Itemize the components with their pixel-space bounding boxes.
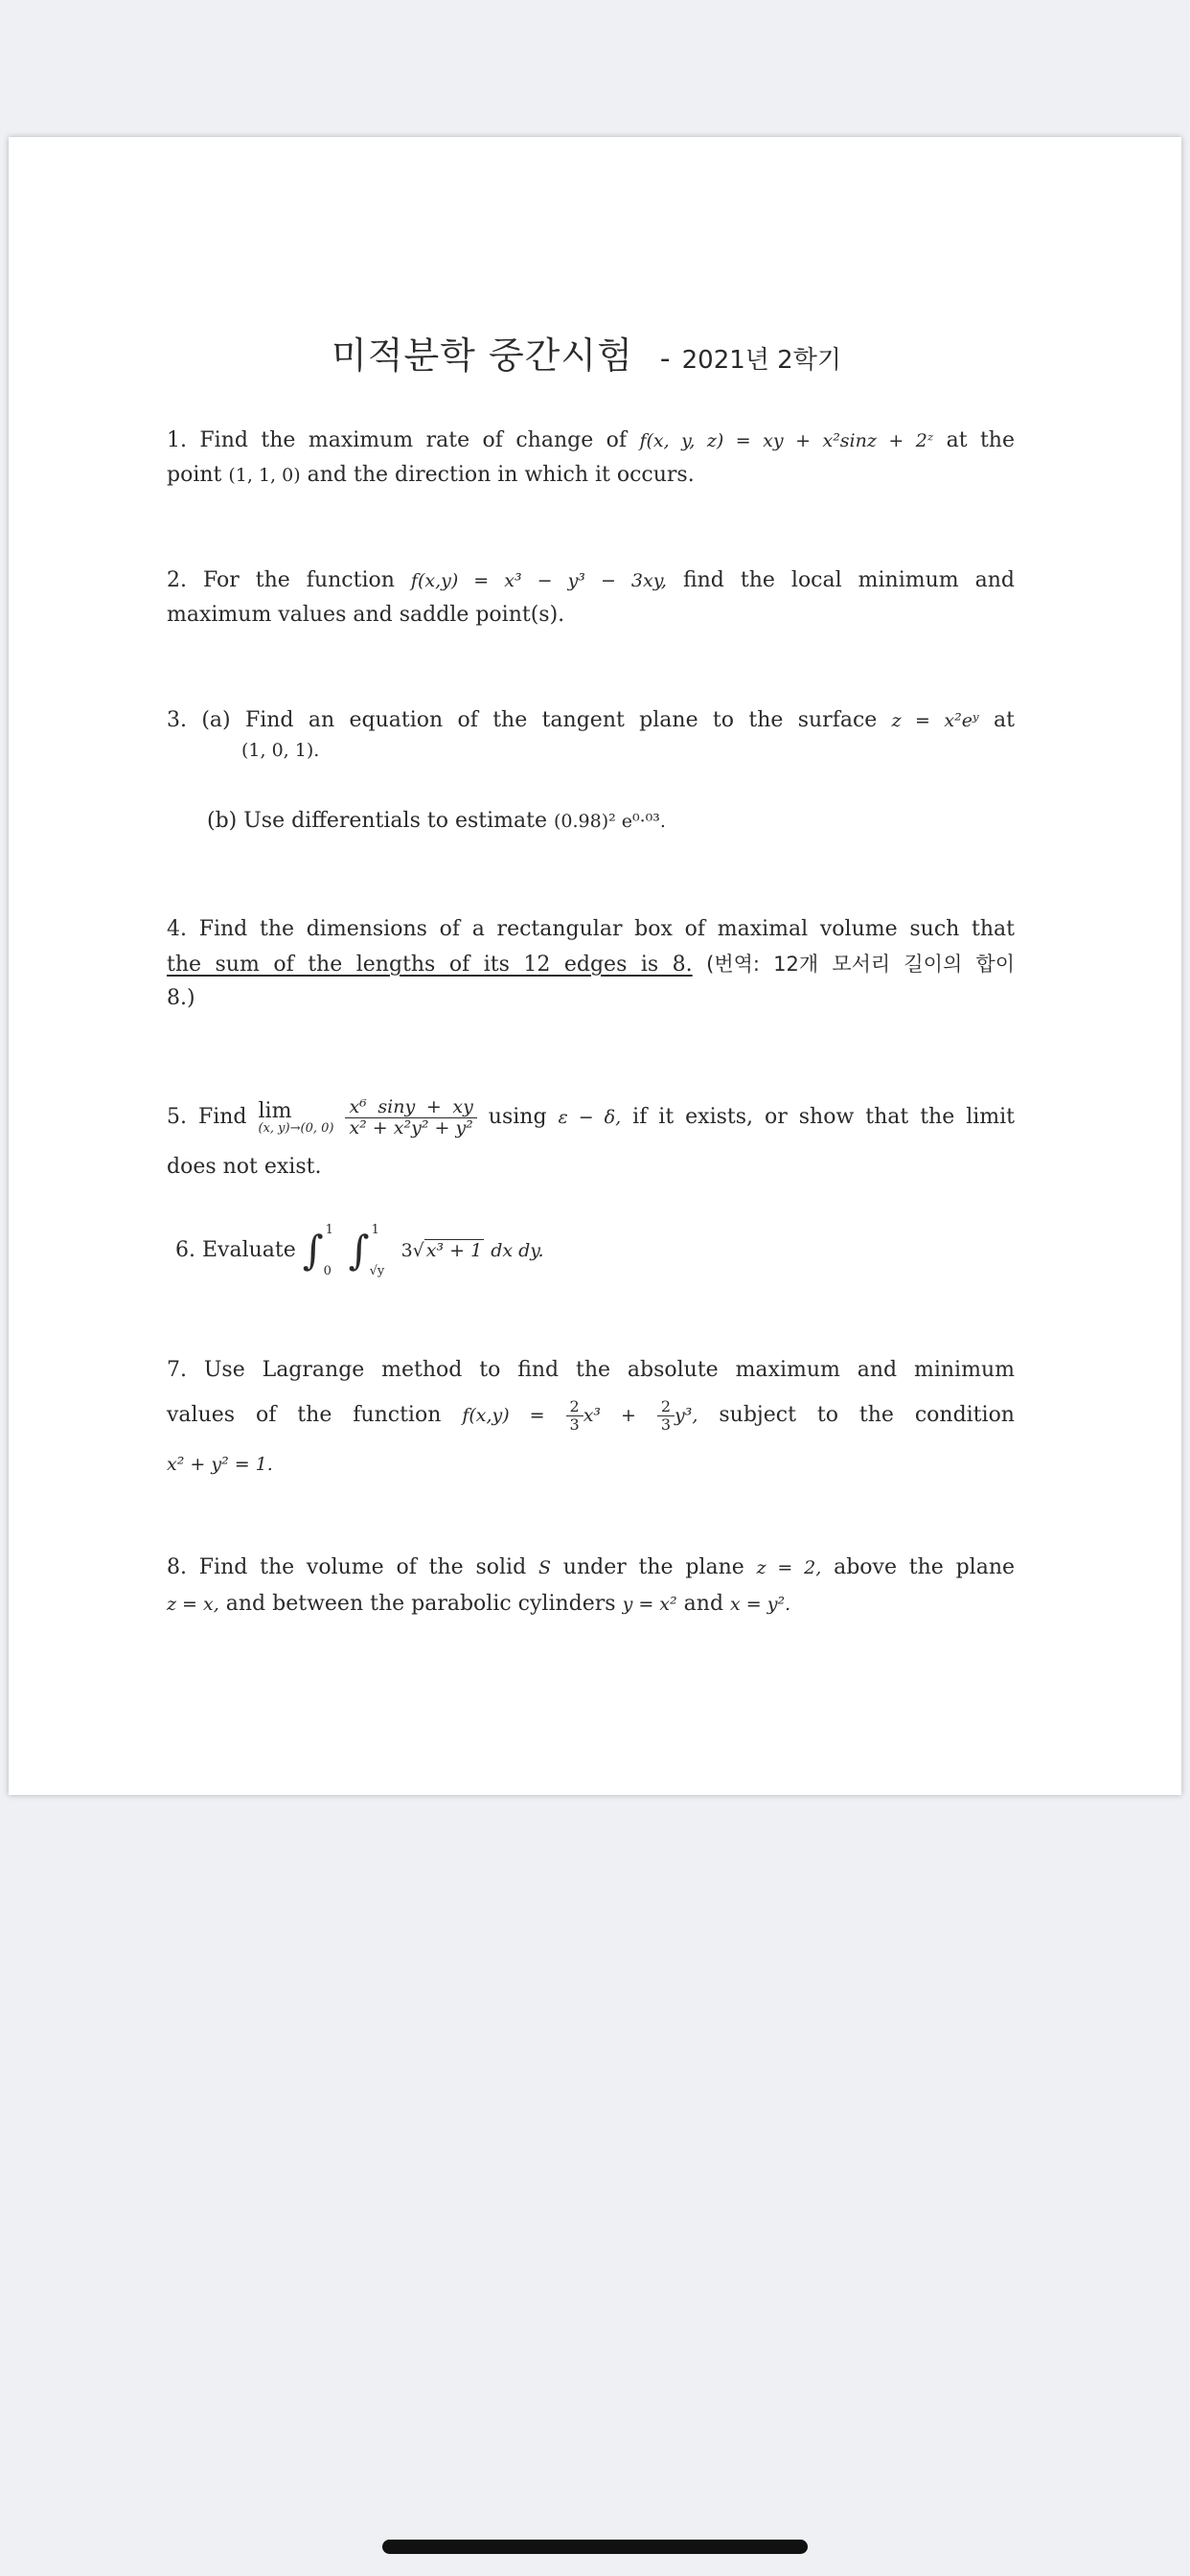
problem-4-line-3: 8.) [167, 986, 195, 1010]
problem-7-line-3: x² + y² = 1. [167, 1454, 273, 1475]
problem-3b-line: (b) Use differentials to estimate (0.98)² e⁰·⁰³. [207, 809, 666, 833]
problem-3a-line-1: 3. (a) Find an equation of the tangent plane to the surface z = x²eʸ at [167, 708, 1016, 732]
problem-8-line-2: z = x, and between the parabolic cylinders y = x² and x = y². [167, 1592, 791, 1616]
problem-1-point: (1, 1, 0) [228, 465, 301, 486]
limit-operator: lim (x, y)→(0, 0) [258, 1098, 334, 1136]
problem-8-line-1: 8. Find the volume of the solid S under the plane z = 2, above the plane [167, 1555, 1016, 1579]
problem-1-function: f(x, y, z) = xy + x²sinz + 2ᶻ [639, 430, 934, 451]
problem-4-translation: (번역: 12개 모서리 길이의 합이 [706, 953, 1015, 976]
title-semester: 2021년 2학기 [681, 346, 841, 375]
problem-7-line-2: values of the function f(x,y) = $\frac{2}{3}$ x³ + $\frac{2}{3}$ y³, subject to the condition [167, 1396, 1015, 1434]
limit-fraction: $\frac{\text{x⁶ siny + xy}}{\text{x² + x²y² + y²}}$ [345, 1097, 476, 1138]
integral-sign-inner: ∫ [348, 1227, 370, 1274]
integrand-radicand: x³ + 1 [425, 1240, 483, 1261]
title-dash: - [659, 342, 671, 376]
title-korean: 미적분학 중간시험 [332, 334, 633, 377]
problem-2-line-2: maximum values and saddle point(s). [167, 603, 565, 627]
problem-3-surface: z = x²eʸ [891, 710, 979, 731]
problem-2-function: f(x,y) = x³ − y³ − 3xy, [410, 570, 667, 591]
problem-2-line-1: 2. For the function f(x,y) = x³ − y³ − 3xy, find the local minimum and [167, 568, 1015, 592]
home-indicator[interactable] [382, 2540, 808, 2554]
problem-4-line-1: 4. Find the dimensions of a rectangular box of maximal volume such that [167, 917, 1015, 941]
problem-3b-expression: (0.98)² e⁰·⁰³. [553, 811, 666, 832]
exam-title [0, 326, 1173, 379]
problem-1-line-1: 1. Find the maximum rate of change of f(x, y, z) = xy + x²sinz + 2ᶻ at the [167, 428, 1015, 452]
problem-5-line-2: does not exist. [167, 1155, 322, 1179]
problem-4-underlined: the sum of the lengths of its 12 edges is 8. [167, 953, 693, 977]
problem-5-line-1: 5. Find lim (x, y)→(0, 0) $\frac{\text{x⁶ siny + xy}}{\text{x² + x²y² + y²}}$ using ε − δ, if it exists, or show that the limit [167, 1095, 1016, 1138]
problem-7-line-1: 7. Use Lagrange method to find the absolute maximum and minimum [167, 1358, 1015, 1382]
integral-sign-outer: ∫ [302, 1227, 324, 1274]
problem-3a-point: (1, 0, 1). [241, 740, 320, 761]
problem-1-line-2: point (1, 1, 0) and the direction in which it occurs. [167, 463, 695, 487]
problem-6-line: 6. Evaluate ∫ 1 0 ∫ 1 √y 3√ x³ + 1 dx dy. [175, 1223, 544, 1278]
problem-4-line-2 [167, 947, 1015, 982]
